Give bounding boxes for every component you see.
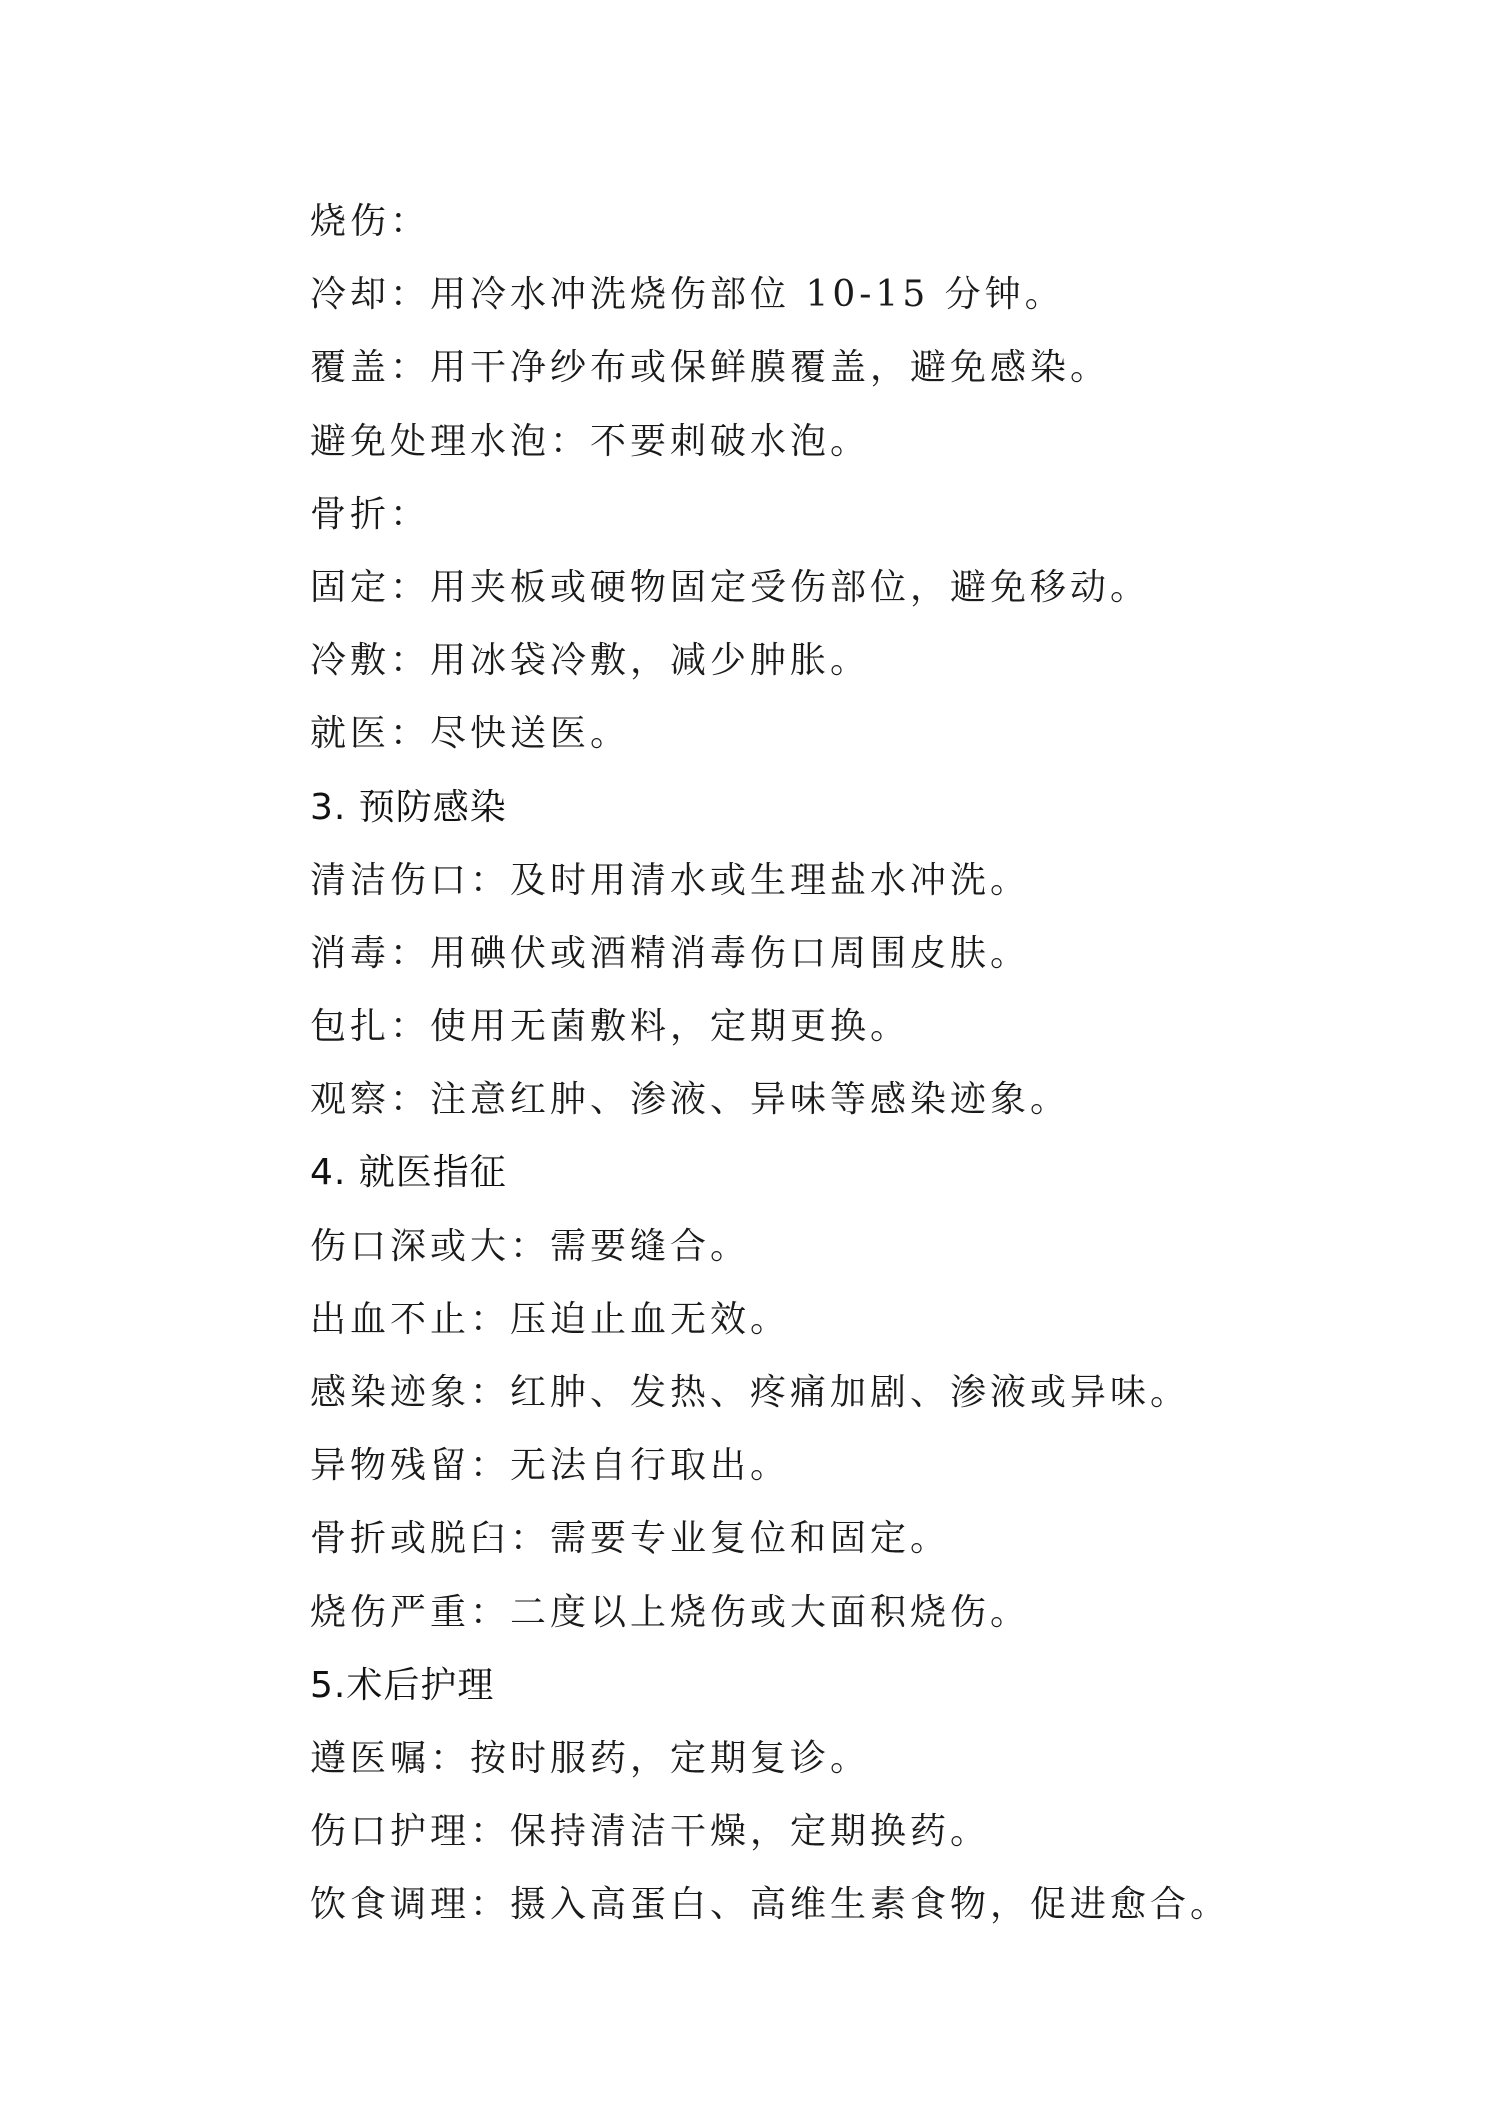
text-line: 伤口护理：保持清洁干燥，定期换药。: [310, 1811, 991, 1853]
text-line: 固定：用夹板或硬物固定受伤部位，避免移动。: [310, 566, 1151, 608]
section-heading: 5.术后护理: [310, 1664, 495, 1706]
text-line: 清洁伤口：及时用清水或生理盐水冲洗。: [310, 859, 1031, 901]
text-line: 消毒：用碘伏或酒精消毒伤口周围皮肤。: [310, 932, 1031, 974]
text-line: 饮食调理：摄入高蛋白、高维生素食物，促进愈合。: [310, 1884, 1231, 1926]
text-line: 遵医嘱：按时服药，定期复诊。: [310, 1737, 871, 1779]
text-line: 异物残留：无法自行取出。: [310, 1445, 791, 1487]
section-heading: 3. 预防感染: [310, 786, 507, 828]
text-line: 就医：尽快送医。: [310, 713, 631, 755]
text-line: 出血不止：压迫止血无效。: [310, 1298, 791, 1340]
text-line: 避免处理水泡：不要刺破水泡。: [310, 420, 871, 462]
text-line: 骨折或脱臼：需要专业复位和固定。: [310, 1518, 951, 1560]
text-line: 覆盖：用干净纱布或保鲜膜覆盖，避免感染。: [310, 347, 1111, 389]
text-line: 感染迹象：红肿、发热、疼痛加剧、渗液或异味。: [310, 1372, 1191, 1413]
text-line: 烧伤：: [310, 201, 431, 242]
text-line: 观察：注意红肿、渗液、异味等感染迹象。: [310, 1079, 1071, 1121]
text-line: 伤口深或大：需要缝合。: [310, 1225, 751, 1267]
text-line: 骨折：: [310, 493, 431, 535]
section-heading: 4. 就医指征: [310, 1152, 507, 1194]
text-line: 包扎：使用无菌敷料，定期更换。: [310, 1006, 911, 1048]
text-line: 冷敷：用冰袋冷敷，减少肿胀。: [310, 640, 871, 682]
text-line: 冷却：用冷水冲洗烧伤部位 10-15 分钟。: [310, 274, 1065, 316]
document-body: [310, 185, 1310, 1942]
text-line: 烧伤严重：二度以上烧伤或大面积烧伤。: [310, 1591, 1031, 1633]
